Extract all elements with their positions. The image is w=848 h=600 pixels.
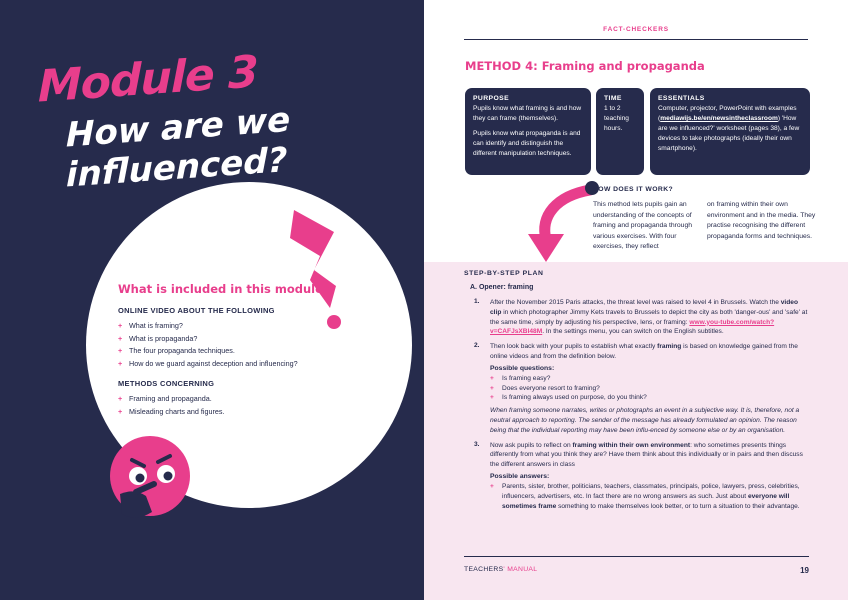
time-text: 1 to 2 teaching hours.: [604, 105, 629, 132]
step-by-step-plan: [424, 262, 848, 600]
header-divider: [464, 39, 808, 40]
plan-heading: STEP-BY-STEP PLAN: [464, 270, 544, 277]
footer-divider: [464, 556, 809, 557]
time-box: [596, 88, 644, 175]
questions-label: Possible questions:: [490, 364, 555, 372]
module-number: Module 3: [38, 46, 258, 113]
step-3: [464, 441, 809, 512]
right-page: [424, 0, 848, 600]
list-item: + Does everyone resort to framing?: [490, 384, 809, 394]
essentials-label: ESSENTIALS: [658, 95, 705, 102]
step-bold: video clip: [490, 299, 798, 316]
list-item: + Framing and propaganda.: [118, 393, 348, 406]
curved-arrow-icon: [520, 178, 600, 262]
list-item: + What is framing?: [118, 320, 348, 333]
list-item: [490, 482, 809, 511]
step-bold: framing: [657, 343, 682, 351]
step-text: After the November 2015 Paris attacks, the threat level was raised to level 4 in Brussels. Watch the: [490, 299, 781, 306]
step-text: Now ask pupils to reflect on: [490, 441, 573, 449]
opener-heading: A. Opener: framing: [470, 284, 534, 291]
method-title: METHOD 4: Framing and propaganda: [465, 59, 705, 73]
essentials-text-2: ) 'How are we influenced?' worksheet (pages 38), a few devices to take photographs (ideally their own smartphone).: [658, 115, 800, 152]
methods-list: [118, 393, 348, 418]
video-topic-list: [118, 320, 348, 370]
module-title: How are we influenced?: [66, 99, 291, 196]
answer-text: Parents, sister, brother, politicians, teachers, classmates, principals, police, lawyers, press, celebrities, influencers, advertisers, etc. In fact there are no wrong answers as such. Just about: [502, 482, 800, 500]
step-bold: framing within their own environment: [572, 441, 691, 449]
contents-heading: What is included in this module?: [118, 282, 330, 296]
answers-label: Possible answers:: [490, 472, 550, 480]
step-1-text: [490, 298, 809, 337]
list-item: + Misleading charts and figures.: [118, 406, 348, 419]
page-number: 19: [800, 566, 809, 575]
step-number: 3.: [474, 440, 480, 448]
video-section-label: ONLINE VIDEO ABOUT THE FOLLOWING: [118, 306, 275, 315]
purpose-text-1: Pupils know what framing is and how they can frame (themselves).: [473, 105, 582, 122]
essentials-text-1: Computer, projector, PowerPoint with examples (: [658, 105, 797, 122]
methods-section-label: METHODS CONCERNING: [118, 379, 215, 388]
step-1: [464, 298, 809, 337]
purpose-text-2: Pupils know what propaganda is and can identify and distinguish the different manipulation techniques.: [473, 130, 581, 157]
purpose-label: PURPOSE: [473, 95, 510, 102]
list-item: + Is framing easy?: [490, 374, 809, 384]
time-label: TIME: [604, 95, 622, 102]
answers-list: [490, 482, 809, 511]
footer-title: [464, 566, 537, 573]
footer-text: TEACHERS: [464, 566, 504, 573]
list-item: + How do we guard against deception and influencing?: [118, 358, 348, 371]
step-text: . In the settings menu, you can switch on the English subtitles.: [542, 328, 724, 336]
video-link[interactable]: www.you-tube.com/watch?v=CAFJsXBl48M: [490, 318, 775, 336]
questions-list: [490, 374, 809, 403]
essentials-text: [658, 104, 802, 154]
list-item: + What is propaganda?: [118, 333, 348, 346]
step-number: 1.: [474, 298, 480, 305]
how-label: HOW DOES IT WORK?: [593, 186, 674, 193]
how-text-col-1: This method lets pupils gain an understanding of the concepts of framing and propaganda through various exercises. With four exercises, they reflect: [593, 201, 693, 251]
list-item: + The four propaganda techniques.: [118, 345, 348, 358]
steps-list: [464, 298, 809, 516]
step-number: 2.: [474, 342, 480, 350]
step-text: : who sometimes presents things differently from what you think they are? Have them think about this individually or in pairs and then discuss the different answers in class: [490, 441, 803, 469]
essentials-box: [650, 88, 810, 175]
step-text: Then look back with your pupils to establish what exactly: [490, 343, 658, 351]
how-text-col-2: on framing within their own environment and in the media. They practise recognising the different propaganda forms and techniques.: [707, 201, 816, 240]
step-2-text: [490, 342, 809, 362]
step-3-text: [490, 441, 809, 470]
essentials-link[interactable]: mediawijs.be/en/newsintheclassroom: [660, 115, 778, 122]
step-text: is based on knowledge gained from the online videos and from the definition below.: [490, 343, 798, 360]
purpose-box: [465, 88, 591, 175]
footer-text-accent: ' MANUAL: [503, 566, 538, 573]
answer-text: something to make themselves look better, or to turn a situation to their advantage.: [556, 502, 800, 510]
step-text: in which photographer Jimmy Kets travels to Brussels to depict the city as both 'danger-ous' and 'safe' at the same time, simply by adjusting his perspective, lens, or framing:: [490, 308, 808, 326]
list-item: + Is framing always used on purpose, do you think?: [490, 393, 809, 403]
answer-bold: everyone will sometimes frame: [502, 492, 790, 510]
thinking-face-icon: [106, 432, 202, 522]
step-2: [464, 342, 809, 435]
framing-definition: When framing someone narrates, writes or photographs an event in a subjective way. It is, therefore, not a neutral approach to reporting. The sender of the message has already formulated an opinion. The reason being that the individual reporting may have been influ-enced by someone else or by an organisation.: [490, 407, 800, 434]
running-head: FACT-CHECKERS: [603, 26, 669, 33]
module-contents: [118, 282, 348, 427]
